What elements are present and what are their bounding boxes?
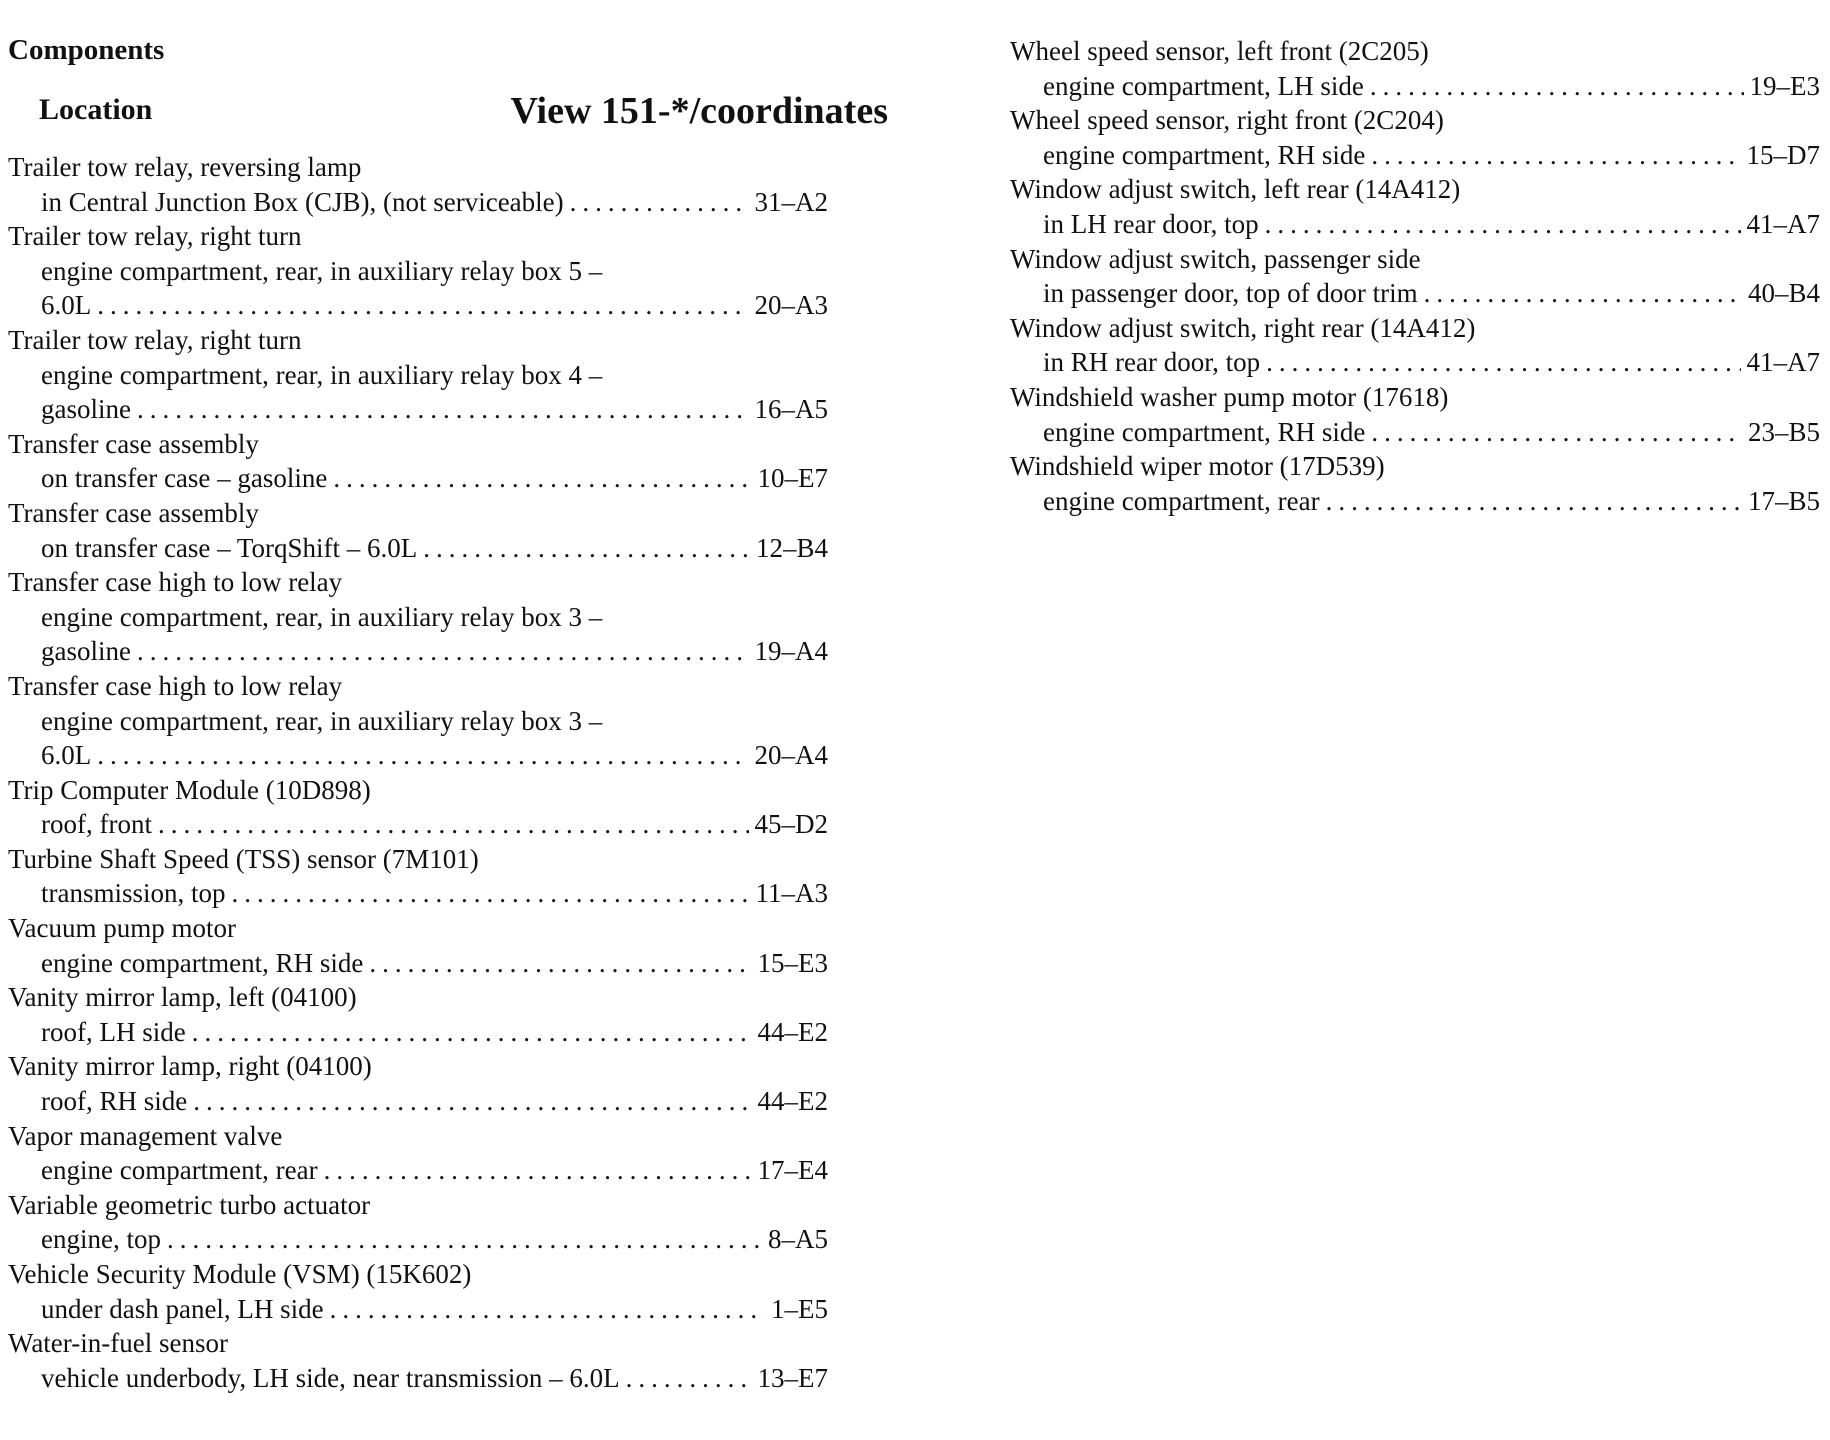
component-location: engine, top [41,1224,161,1255]
component-name: Transfer case high to low relay [8,670,343,701]
view-coordinate: 10–E7 [757,463,828,494]
component-name: Vehicle Security Module (VSM) (15K602) [8,1259,472,1289]
dot-leader [1370,69,1744,104]
component-location: 6.0L [41,290,92,321]
view-coordinate: 41–A7 [1746,208,1820,239]
view-coordinate: 19–A4 [754,636,828,667]
view-coordinate: 8–A5 [768,1224,828,1255]
component-name: Turbine Shaft Speed (TSS) sensor (7M101) [8,843,479,874]
component-location: engine compartment, LH side [1043,70,1364,101]
component-location-row [8,1361,828,1396]
component-location: roof, RH side [41,1086,188,1117]
component-location-row [8,1015,828,1050]
dot-leader [1326,484,1742,519]
right-entry-list [1010,34,1820,518]
component-location-line: engine compartment, rear, in auxiliary relay box 4 – [41,359,603,390]
view-coordinate: 40–B4 [1747,278,1820,309]
list-item [8,1257,828,1326]
component-name: Transfer case high to low relay [8,567,343,598]
component-location-line: engine compartment, rear, in auxiliary relay box 5 – [41,255,603,286]
view-coordinate: 15–E3 [757,947,828,978]
component-location: roof, LH side [41,1016,186,1047]
list-item [8,1049,828,1118]
dot-leader [1265,207,1741,242]
list-item [8,219,828,323]
list-item [1010,380,1820,449]
component-location: gasoline [41,394,131,425]
component-location-row [1010,207,1820,242]
component-location-row [8,634,828,669]
dot-leader [97,738,748,773]
component-location: engine compartment, rear [1043,485,1320,516]
dot-leader [193,1084,751,1119]
list-item [1010,311,1820,380]
list-item [8,150,828,219]
component-location-row [8,461,828,496]
list-item [1010,172,1820,241]
component-location: in passenger door, top of door trim [1043,278,1418,309]
component-name: Wheel speed sensor, right front (2C204) [1010,105,1444,136]
dot-leader [137,634,749,669]
dot-leader [1371,138,1740,173]
view-coordinate: 20–A4 [754,740,828,771]
component-name: Windshield washer pump motor (17618) [1010,381,1449,412]
view-coordinate: 23–B5 [1747,416,1820,447]
view-coordinate: 20–A3 [754,290,828,321]
view-coordinate: 12–B4 [755,532,828,563]
component-name: Variable geometric turbo actuator [8,1189,371,1220]
dot-leader [369,946,751,981]
list-item [8,496,828,565]
component-location-row [1010,69,1820,104]
component-name: Trailer tow relay, right turn [8,324,302,355]
dot-leader [137,392,749,427]
component-name: Vacuum pump motor [8,913,236,944]
component-name: Window adjust switch, left rear (14A412) [1010,174,1461,205]
component-location-row [8,946,828,981]
dot-leader [324,1153,752,1188]
component-location: vehicle underbody, LH side, near transmission – 6.0L [41,1362,620,1393]
view-coordinate: 13–E7 [757,1362,828,1393]
list-item [1010,242,1820,311]
component-location-row [8,288,828,323]
component-location: roof, front [41,809,152,840]
view-coordinate: 41–A7 [1746,347,1820,378]
list-item [8,842,828,911]
view-coordinate: 44–E2 [757,1086,828,1117]
dot-leader [97,288,748,323]
component-location-row [1010,415,1820,450]
dot-leader [167,1222,762,1257]
dot-leader [626,1361,752,1396]
component-location: in RH rear door, top [1043,347,1261,378]
list-item [1010,34,1820,103]
component-location-row [1010,138,1820,173]
component-location: engine compartment, RH side [1043,416,1366,447]
component-location: gasoline [41,636,131,667]
component-location: under dash panel, LH side [41,1293,324,1324]
component-location: on transfer case – gasoline [41,463,328,494]
component-location-row [8,1222,828,1257]
component-name: Wheel speed sensor, left front (2C205) [1010,36,1429,66]
component-location-line: engine compartment, rear, in auxiliary relay box 3 – [41,601,603,632]
component-location-row [8,392,828,427]
view-coordinate: 17–E4 [757,1155,828,1186]
list-item [8,669,828,773]
view-coordinate: 16–A5 [754,394,828,425]
component-location: engine compartment, rear [41,1155,318,1186]
view-coordinate: 11–A3 [755,878,828,909]
dot-leader [1371,415,1742,450]
component-name: Vapor management valve [8,1120,283,1151]
list-item [8,911,828,980]
list-item [8,1326,828,1395]
dot-leader [330,1292,765,1327]
component-location: engine compartment, RH side [41,947,364,978]
dot-leader [333,461,751,496]
component-name: Windshield wiper motor (17D539) [1010,451,1385,482]
component-name: Trailer tow relay, right turn [8,221,302,252]
dot-leader [192,1015,752,1050]
view-coordinate: 31–A2 [754,186,828,217]
component-name: Trip Computer Module (10D898) [8,774,371,805]
component-name: Vanity mirror lamp, right (04100) [8,1051,372,1082]
view-coordinate: 45–D2 [754,809,828,840]
component-location: 6.0L [41,740,92,771]
component-location-row [1010,276,1820,311]
dot-leader [423,531,750,566]
dot-leader [1266,345,1740,380]
view-coordinate: 15–D7 [1746,139,1820,170]
component-location: engine compartment, RH side [1043,139,1366,170]
component-location-row [1010,484,1820,519]
component-location-line: engine compartment, rear, in auxiliary relay box 3 – [41,705,603,736]
component-location-row [8,1084,828,1119]
component-name: Water-in-fuel sensor [8,1328,228,1359]
dot-leader [232,876,750,911]
dot-leader [1424,276,1742,311]
section-heading: Components [8,34,165,66]
location-header: Location [39,93,153,126]
view-coordinate: 17–B5 [1747,485,1820,516]
component-location-row [8,531,828,566]
list-item [8,1188,828,1257]
component-location-row [8,1292,828,1327]
component-location-row [8,876,828,911]
component-location-row [8,185,828,220]
component-location: on transfer case – TorqShift – 6.0L [41,532,418,563]
component-location-row [8,1153,828,1188]
list-item [8,980,828,1049]
component-location-row [8,807,828,842]
component-location-row [1010,345,1820,380]
component-name: Window adjust switch, right rear (14A412) [1010,312,1476,343]
left-entry-list [8,150,828,1395]
component-name: Vanity mirror lamp, left (04100) [8,982,357,1013]
component-name: Window adjust switch, passenger side [1010,243,1421,274]
list-item [8,427,828,496]
list-item [8,565,828,669]
column-headers [8,89,888,135]
view-coordinate: 19–E3 [1749,70,1820,101]
list-item [8,323,828,427]
component-name: Transfer case assembly [8,497,259,528]
view-coordinate: 1–E5 [771,1293,828,1324]
dot-leader [158,807,749,842]
component-name: Trailer tow relay, reversing lamp [8,152,362,182]
component-location: in LH rear door, top [1043,208,1259,239]
component-location: transmission, top [41,878,226,909]
component-name: Transfer case assembly [8,428,259,459]
view-coordinates-header: View 151-*/coordinates [510,90,888,132]
list-item [1010,103,1820,172]
component-location-row [8,738,828,773]
list-item [1010,449,1820,518]
list-item [8,1119,828,1188]
view-coordinate: 44–E2 [757,1016,828,1047]
list-item [8,773,828,842]
dot-leader [570,185,749,220]
component-location: in Central Junction Box (CJB), (not serviceable) [41,186,564,217]
